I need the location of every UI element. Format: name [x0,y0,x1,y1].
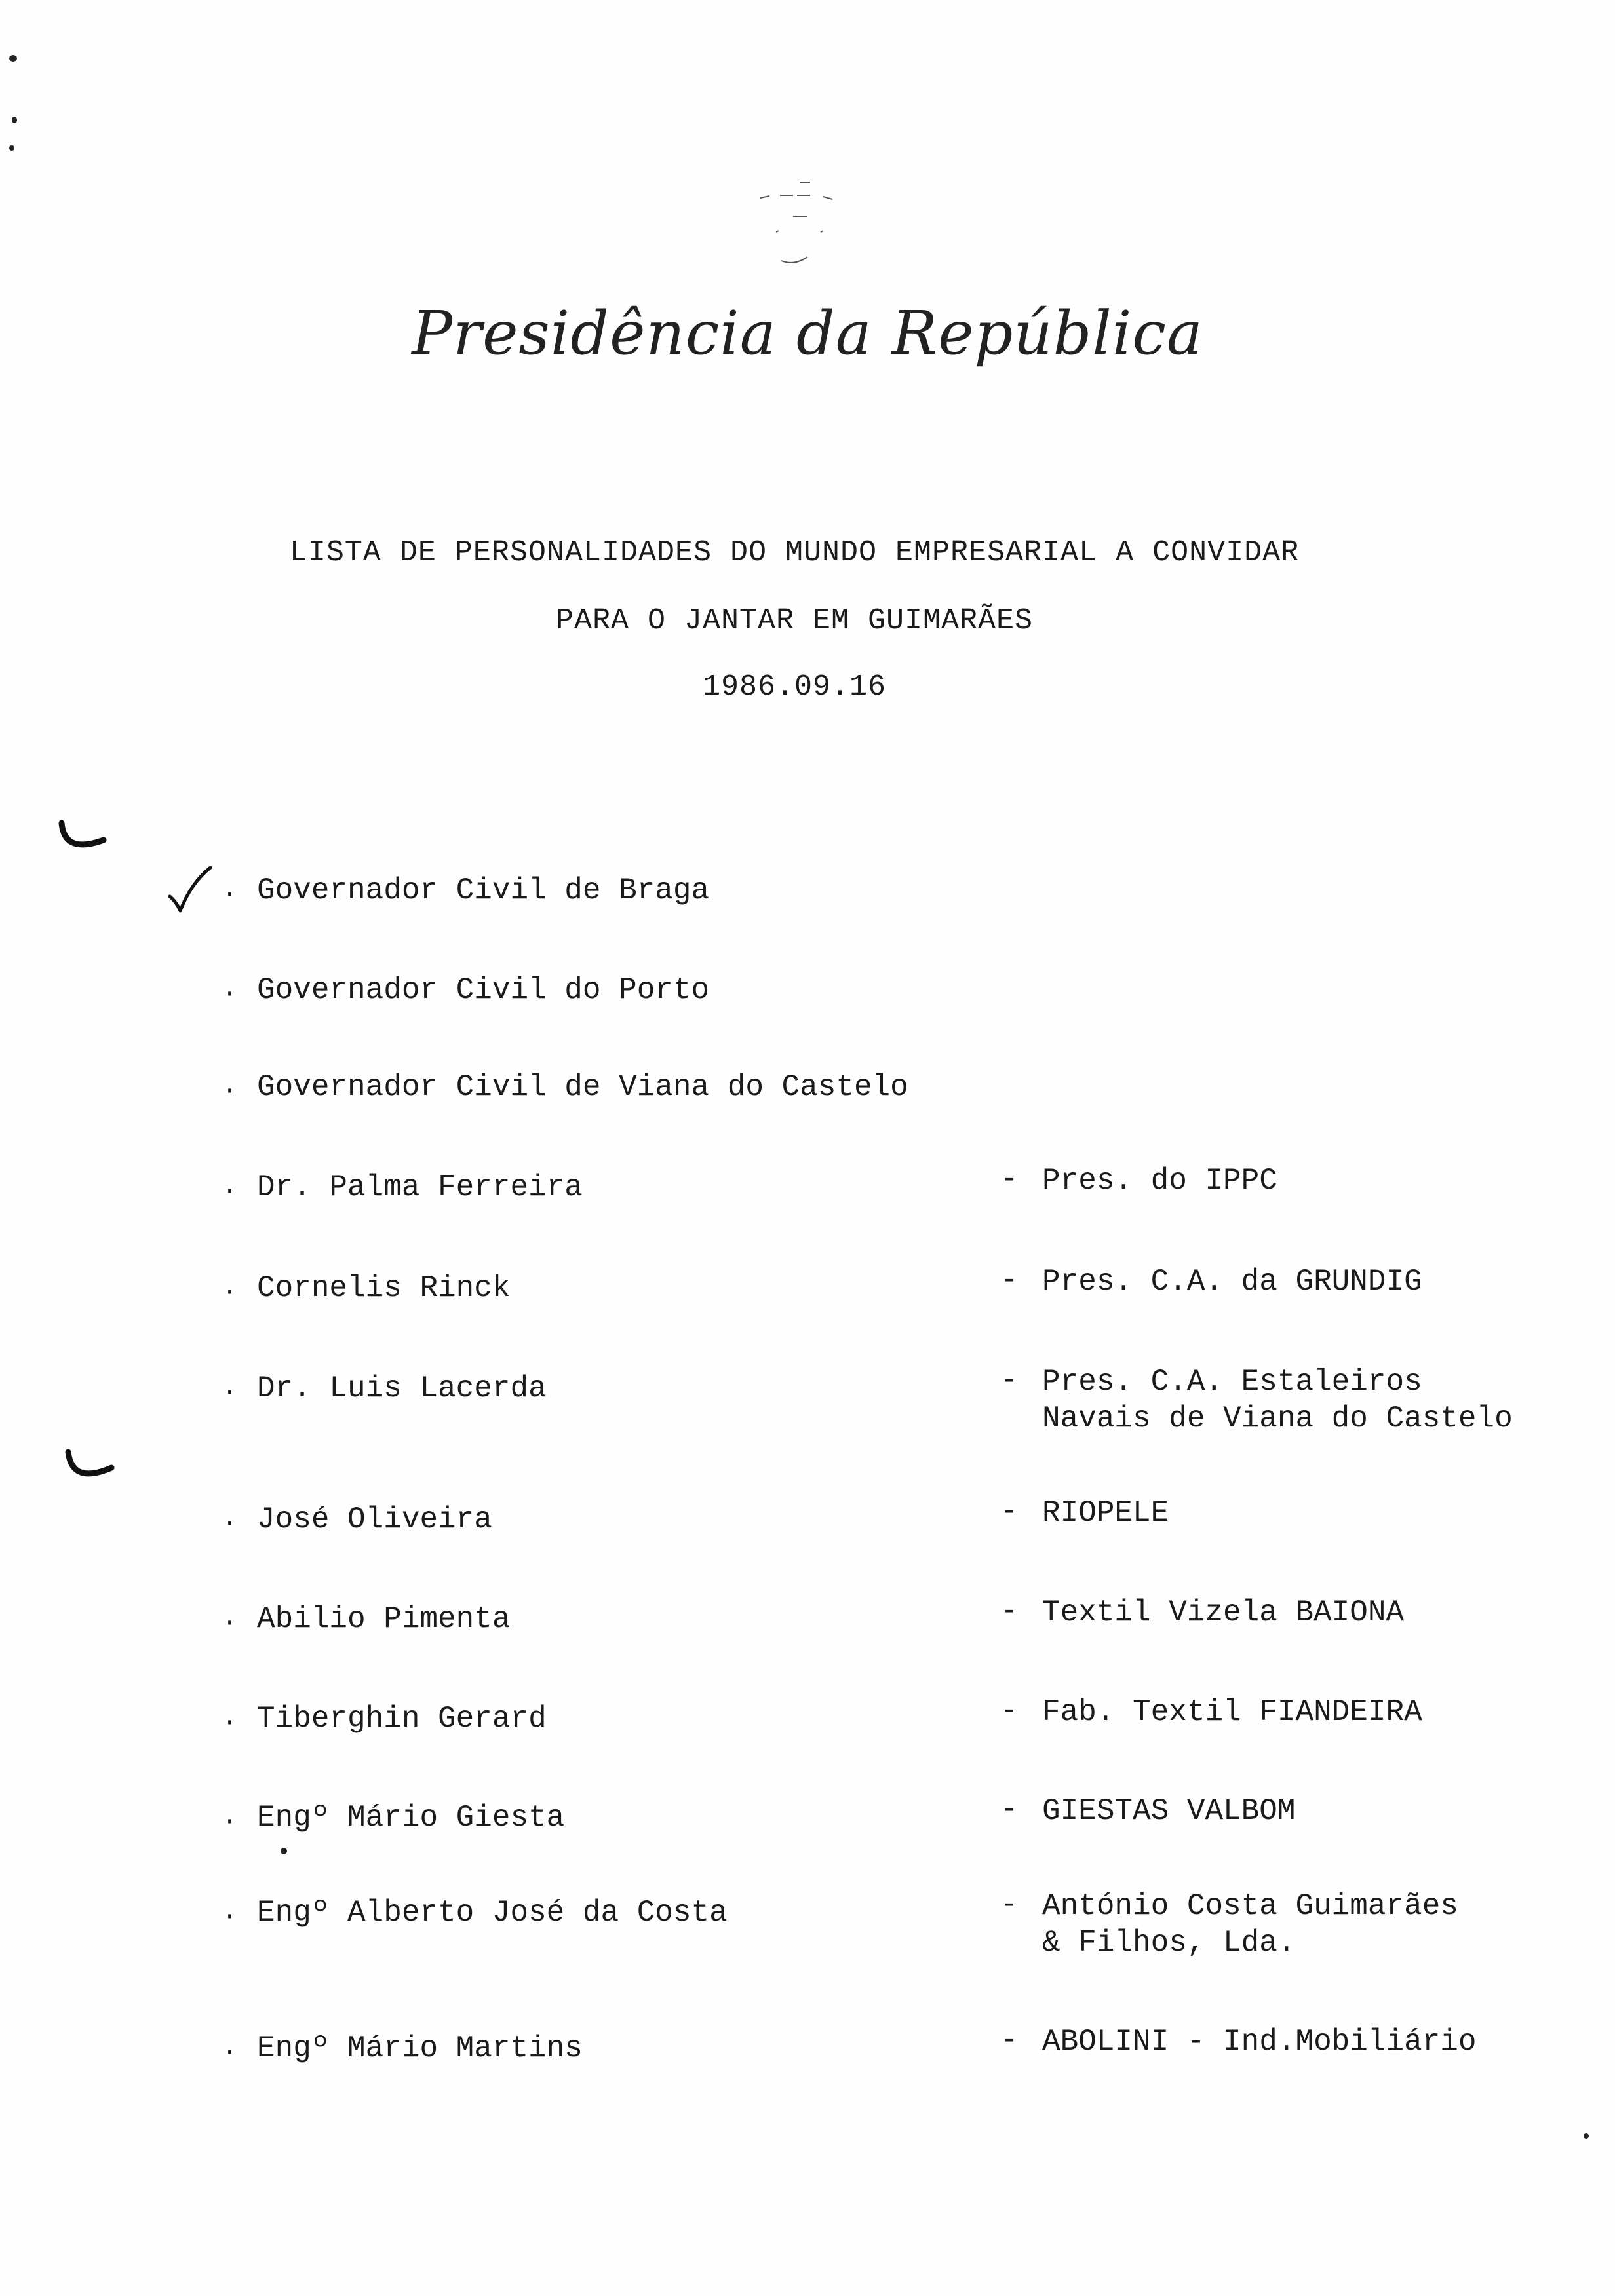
separator-dash: - [1000,1162,1019,1196]
list-item [0,1495,1615,1581]
list-item [0,1888,1615,1974]
guest-name: Dr. Luis Lacerda [257,1371,547,1406]
organization-line: Pres. do IPPC [1042,1164,1277,1198]
bullet: · [222,1276,239,1308]
coat-of-arms-icon [734,164,865,275]
checkmark-icon [167,864,213,916]
bullet: · [222,1707,239,1738]
margin-arc-icon [58,819,110,860]
scan-speck [12,117,17,123]
bullet: · [222,1806,239,1837]
organization-line: RIOPELE [1042,1496,1169,1530]
guest-name: Cornelis Rinck [257,1271,511,1305]
guest-name: Governador Civil de Viana do Castelo [257,1070,908,1104]
list-item [0,973,1615,1052]
guest-name: Engº Mário Giesta [257,1801,565,1835]
margin-arc-icon [64,1448,117,1489]
document-date: 1986.09.16 [702,670,887,704]
organization-line: GIESTAS VALBOM [1042,1794,1296,1828]
bullet: · [222,1176,239,1207]
bullet: · [222,1901,239,1932]
bullet: · [222,879,239,910]
list-item [0,1364,1615,1450]
bullet: · [222,1508,239,1539]
letterhead: Presidência da República [412,298,1203,368]
guest-organization [1042,1594,1404,1631]
document-title-line-1: LISTA DE PERSONALIDADES DO MUNDO EMPRESARIAL A CONVIDAR [289,536,1300,569]
organization-line: ABOLINI - Ind.Mobiliário [1042,2025,1477,2059]
guest-organization [1042,1263,1422,1300]
organization-line: Fab. Textil FIANDEIRA [1042,1695,1422,1729]
guest-name: Tiberghin Gerard [257,1702,547,1736]
list-item [0,1793,1615,1879]
guest-name: Engº Alberto José da Costa [257,1896,728,1930]
separator-dash: - [1000,1888,1019,1922]
separator-dash: - [1000,1594,1019,1628]
list-item [0,1070,1615,1149]
organization-line: Navais de Viana do Castelo [1042,1402,1513,1436]
organization-line: António Costa Guimarães [1042,1889,1458,1923]
separator-dash: - [1000,1694,1019,1728]
organization-line: Textil Vizela BAIONA [1042,1596,1405,1630]
guest-name: Governador Civil do Porto [257,973,710,1007]
guest-organization [1042,1694,1422,1731]
separator-dash: - [1000,1495,1019,1529]
list-item [0,1162,1615,1249]
separator-dash: - [1000,1263,1019,1297]
bullet: · [222,978,239,1010]
guest-organization [1042,1162,1277,1199]
bullet: · [222,1607,239,1639]
list-item [0,873,1615,952]
guest-organization [1042,2023,1477,2060]
bullet: · [222,1377,239,1408]
guest-name: Dr. Palma Ferreira [257,1170,583,1204]
guest-organization [1042,1793,1295,1829]
list-item [0,2023,1615,2110]
guest-organization [1042,1364,1513,1437]
scan-speck [9,145,14,151]
guest-name: José Oliveira [257,1502,492,1537]
scan-speck [281,1848,287,1854]
separator-dash: - [1000,1364,1019,1398]
guest-name: Engº Mário Martins [257,2031,583,2065]
organization-line: Pres. C.A. da GRUNDIG [1042,1265,1422,1299]
scan-speck [9,55,17,62]
list-item [0,1594,1615,1681]
organization-line: Pres. C.A. Estaleiros [1042,1365,1422,1399]
organization-line: & Filhos, Lda. [1042,1926,1296,1960]
scan-speck [1584,2133,1589,2139]
separator-dash: - [1000,2023,1019,2057]
guest-name: Governador Civil de Braga [257,873,710,908]
separator-dash: - [1000,1793,1019,1827]
guest-organization [1042,1888,1458,1961]
bullet: · [222,2037,239,2068]
list-item [0,1694,1615,1780]
guest-name: Abilio Pimenta [257,1602,511,1636]
bullet: · [222,1075,239,1107]
list-item [0,1263,1615,1350]
document-title-line-2: PARA O JANTAR EM GUIMARÃES [555,604,1034,638]
guest-organization [1042,1495,1169,1531]
